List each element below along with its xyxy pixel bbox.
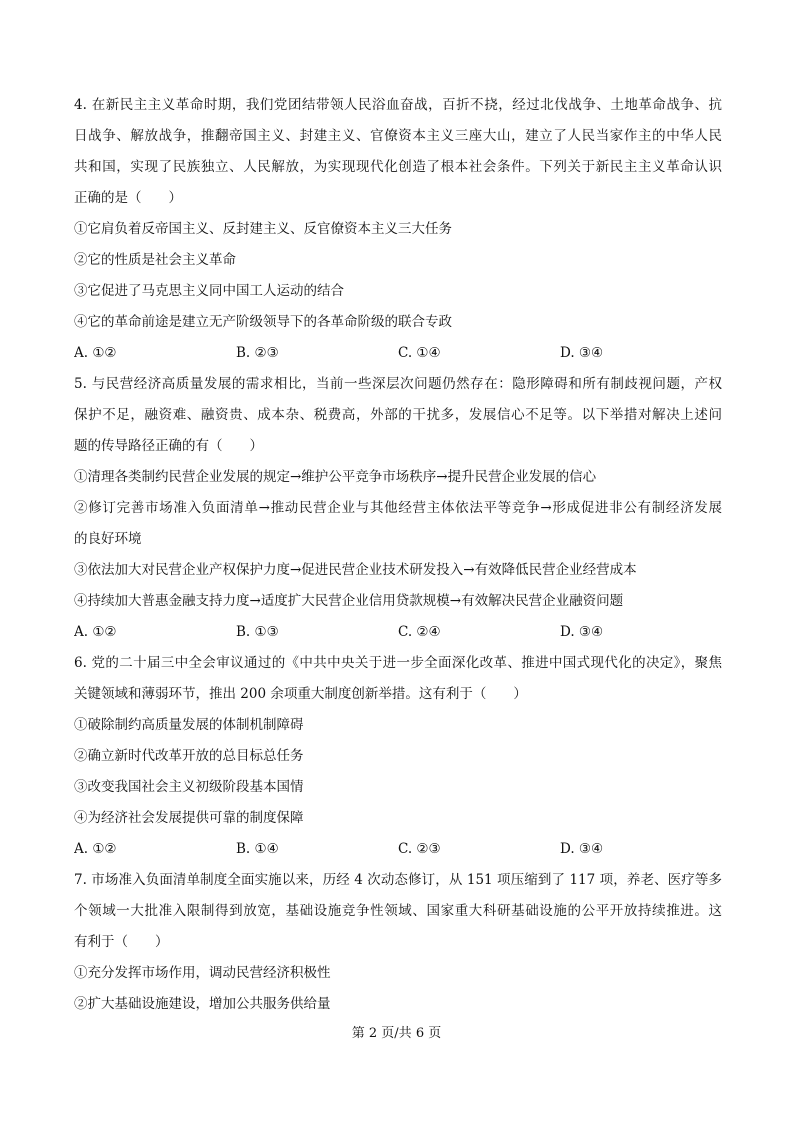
answer-option[interactable]: A. ①② (74, 624, 117, 640)
answer-option[interactable]: B. ②③ (236, 345, 279, 361)
answer-option[interactable]: A. ①② (74, 345, 117, 361)
answer-option[interactable]: D. ③④ (560, 624, 604, 640)
answer-option[interactable]: A. ①② (74, 841, 117, 857)
answer-option[interactable]: D. ③④ (560, 841, 604, 857)
statement-item: ③依法加大对民营企业产权保护力度→促进民营企业技术研发投入→有效降低民营企业经营成本 (74, 562, 637, 578)
answer-option[interactable]: C. ②④ (398, 624, 441, 640)
page-number: 第 2 页/共 6 页 (351, 1026, 442, 1041)
statement-item: 的良好环境 (74, 531, 142, 547)
statement-item: ③它促进了马克思主义同中国工人运动的结合 (74, 283, 344, 299)
statement-item: ③改变我国社会主义初级阶段基本国情 (74, 779, 304, 795)
question-stem-line: 有利于（ ） (74, 934, 169, 950)
statement-item: ①充分发挥市场作用，调动民营经济积极性 (74, 965, 331, 981)
question-stem-line: 个领域一大批准入限制得到放宽，基础设施竞争性领域、国家重大科研基础设施的公平开放持续推进。这 (74, 903, 722, 919)
question-stem-line: 5. 与民营经济高质量发展的需求相比，当前一些深层次问题仍然存在：隐形障碍和所有制歧视问题，产权 (74, 376, 722, 392)
answer-options (74, 834, 722, 865)
question-stem-line: 6. 党的二十届三中全会审议通过的《中共中央关于进一步全面深化改革、推进中国式现代化的决定》，聚焦 (74, 655, 722, 671)
statement-item: ②扩大基础设施建设，增加公共服务供给量 (74, 996, 331, 1012)
question-stem-line: 正确的是（ ） (74, 190, 182, 206)
answer-option[interactable]: C. ①④ (398, 345, 441, 361)
statement-item: ②确立新时代改革开放的总目标总任务 (74, 748, 304, 764)
statement-item: ④持续加大普惠金融支持力度→适度扩大民营企业信用贷款规模→有效解决民营企业融资问题 (74, 593, 624, 609)
statement-item: ①清理各类制约民营企业发展的规定→维护公平竞争市场秩序→提升民营企业发展的信心 (74, 469, 597, 485)
question-stem-line: 保护不足，融资难、融资贵、成本杂、税费高，外部的干扰多，发展信心不足等。以下举措对解决上述问 (74, 407, 722, 423)
answer-option[interactable]: B. ①③ (236, 624, 279, 640)
answer-option[interactable]: C. ②③ (398, 841, 441, 857)
answer-option[interactable]: B. ①④ (236, 841, 279, 857)
answer-options (74, 338, 722, 369)
question-stem-line: 关键领域和薄弱环节，推出 200 余项重大制度创新举措。这有利于（ ） (74, 686, 527, 702)
statement-item: ④它的革命前途是建立无产阶级领导下的各革命阶级的联合专政 (74, 314, 452, 330)
question-block (74, 369, 722, 648)
question-list (74, 90, 722, 1020)
answer-option[interactable]: D. ③④ (560, 345, 604, 361)
question-stem-line: 题的传导路径正确的有（ ） (74, 438, 263, 454)
question-stem-line: 日战争、解放战争，推翻帝国主义、封建主义、官僚资本主义三座大山，建立了人民当家作主的中华人民 (74, 128, 722, 144)
question-stem-line: 7. 市场准入负面清单制度全面实施以来，历经 4 次动态修订，从 151 项压缩到了 117 项，养老、医疗等多 (74, 872, 722, 888)
statement-item: ①它肩负着反帝国主义、反封建主义、反官僚资本主义三大任务 (74, 221, 452, 237)
statement-item: ④为经济社会发展提供可靠的制度保障 (74, 810, 304, 826)
statement-item: ②修订完善市场准入负面清单→推动民营企业与其他经营主体依法平等竞争→形成促进非公有制经济发展 (74, 500, 722, 516)
question-block (74, 90, 722, 369)
question-stem-line: 共和国，实现了民族独立、人民解放，为实现现代化创造了根本社会条件。下列关于新民主主义革命认识 (74, 159, 722, 175)
question-stem-line: 4. 在新民主主义革命时期，我们党团结带领人民浴血奋战，百折不挠，经过北伐战争、土地革命战争、抗 (74, 97, 722, 113)
statement-item: ①破除制约高质量发展的体制机制障碍 (74, 717, 304, 733)
question-block (74, 865, 722, 1020)
statement-item: ②它的性质是社会主义革命 (74, 252, 236, 268)
answer-options (74, 617, 722, 648)
question-block (74, 648, 722, 865)
